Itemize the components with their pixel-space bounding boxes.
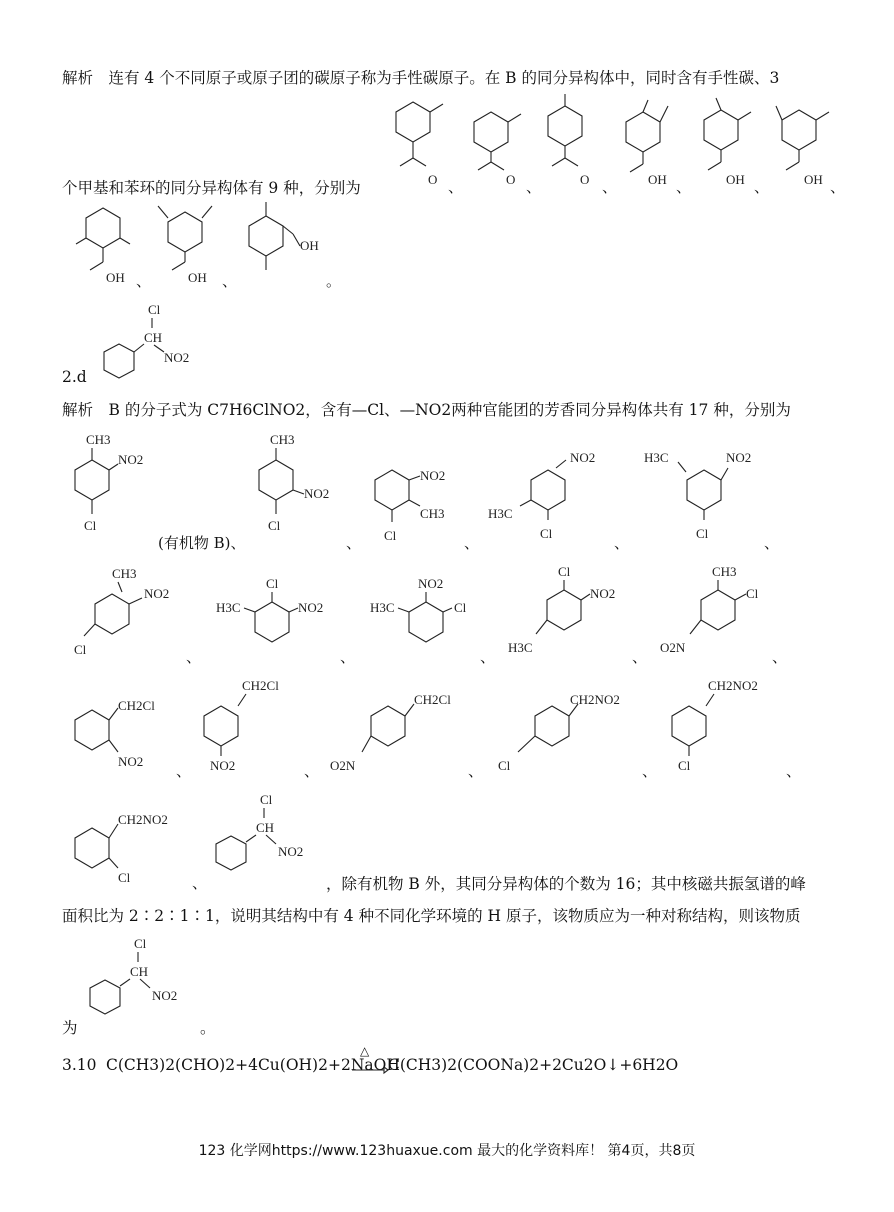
label-cl: Cl [454, 600, 467, 615]
sep: 、 [642, 762, 658, 780]
label-cl: Cl [696, 526, 709, 541]
label-cl: Cl [118, 870, 131, 885]
sep: 、 [186, 648, 202, 666]
label-cl: Cl [498, 758, 511, 773]
sep: 、 [614, 534, 630, 552]
isomer-14 [496, 690, 636, 784]
label-oh: OH [804, 172, 823, 187]
equation-right: C(CH3)2(COONa)2+2Cu2O↓+6H2O [388, 1056, 679, 1074]
isomer-alcohol-1 [618, 92, 678, 191]
label-no2: NO2 [590, 586, 616, 601]
label-oh: OH [188, 270, 207, 285]
isomer-alcohol-6 [238, 200, 328, 294]
sep: 、 [468, 762, 484, 780]
label-cl: Cl [678, 758, 691, 773]
isomer-4 [486, 448, 596, 552]
sep: 、 [830, 178, 846, 196]
isomer-alcohol-2 [696, 92, 756, 191]
isomer-2 [250, 430, 340, 544]
isomer-ether-2 [466, 92, 526, 191]
sep: 、 [448, 178, 464, 196]
sep: 、 [754, 178, 770, 196]
label-ch2cl: CH2Cl [414, 692, 451, 707]
label-cl: Cl [148, 302, 161, 317]
isomer-ether-3 [540, 92, 600, 191]
para2-line1: 解析 B 的分子式为 C7H6ClNO2，含有—Cl、—NO2两种官能团的芳香同分异构体共有 17 种，分别为 [62, 401, 791, 419]
label-h3c: H3C [488, 506, 513, 521]
isomer-13 [328, 690, 468, 784]
label-no2: NO2 [164, 350, 190, 365]
label-cl: Cl [260, 792, 273, 807]
sep: 、 [136, 272, 152, 290]
isomer-17 [214, 790, 334, 884]
label-no2: NO2 [726, 450, 752, 465]
label-o2n: O2N [330, 758, 356, 773]
isomer-ether-1 [388, 92, 448, 191]
label-cl: Cl [74, 642, 87, 657]
end: 。 [326, 272, 342, 290]
answer3-label: 3.10 [62, 1056, 97, 1074]
para1-line1: 解析 连有 4 个不同原子或原子团的碳原子称为手性碳原子。在 B 的同分异构体中，同时含有手性碳、3 [62, 69, 780, 87]
para3-line3-end: 。 [200, 1019, 216, 1037]
label-no2: NO2 [210, 758, 236, 773]
answer-structure [88, 934, 208, 1033]
isomer-10 [658, 562, 778, 666]
para3-line2: 面积比为 2∶2∶1∶1，说明其结构中有 4 种不同化学环境的 H 原子，该物质应为一种对称结构，则该物质 [62, 907, 801, 925]
label-ch: CH [256, 820, 275, 835]
label-ch2cl: CH2Cl [242, 678, 279, 693]
sep: 、 [526, 178, 542, 196]
label-ch: CH [144, 330, 163, 345]
sep: 、 [176, 762, 192, 780]
label-no2: NO2 [418, 576, 444, 591]
isomer-7 [214, 574, 334, 668]
label-ch2cl: CH2Cl [118, 698, 155, 713]
label-o2n: O2N [660, 640, 686, 655]
label-cl: Cl [84, 518, 97, 533]
label-ch: CH [130, 964, 149, 979]
isomer-5 [642, 448, 762, 552]
label-ch3: CH3 [420, 506, 445, 521]
label-no2: NO2 [144, 586, 170, 601]
label-no2: NO2 [118, 754, 144, 769]
label-oh: OH [648, 172, 667, 187]
label-no2: NO2 [420, 468, 446, 483]
label-ch2no2: CH2NO2 [708, 678, 758, 693]
label-h3c: H3C [370, 600, 395, 615]
label-o: O [580, 172, 590, 187]
label-cl: Cl [134, 936, 147, 951]
label-oh: OH [300, 238, 319, 253]
label-h3c: H3C [644, 450, 669, 465]
isomer-alcohol-5 [150, 200, 220, 294]
label-ch3: CH3 [270, 432, 295, 447]
isomer-9 [506, 562, 626, 666]
label-no2: NO2 [304, 486, 330, 501]
label-oh: OH [726, 172, 745, 187]
heat-symbol: △ [360, 1044, 370, 1058]
isomer-alcohol-4 [68, 200, 138, 294]
label-h3c: H3C [508, 640, 533, 655]
sep: 、 [346, 534, 362, 552]
answer2-label: 2.d [62, 368, 87, 386]
equation-left: C(CH3)2(CHO)2+4Cu(OH)2+2NaOH [106, 1056, 400, 1074]
isomer-12 [196, 676, 306, 780]
label-cl: Cl [746, 586, 759, 601]
label-no2: NO2 [298, 600, 324, 615]
sep: 、 [764, 534, 780, 552]
label-no2: NO2 [278, 844, 304, 859]
label-ch2no2: CH2NO2 [118, 812, 168, 827]
sep: 、 [772, 648, 788, 666]
label-o: O [506, 172, 516, 187]
label-no2: NO2 [152, 988, 178, 1003]
isomer-3 [370, 462, 460, 556]
label-oh: OH [106, 270, 125, 285]
sep: 、 [340, 648, 356, 666]
label-ch3: CH3 [86, 432, 111, 447]
para3-line1: ，除有机物 B 外，其同分异构体的个数为 16；其中核磁共振氢谱的峰 [326, 875, 806, 893]
isomer-15 [664, 676, 784, 780]
isomer-6 [72, 564, 182, 668]
label-ch3: CH3 [712, 564, 737, 579]
label-h3c: H3C [216, 600, 241, 615]
isomer-1 [70, 430, 160, 544]
label-cl: Cl [268, 518, 281, 533]
sep: 、 [222, 272, 238, 290]
page-footer: 123 化学网https://www.123huaxue.com 最大的化学资料库！ 第4页，共8页 [198, 1143, 696, 1159]
sep: 、 [602, 178, 618, 196]
label-cl: Cl [558, 564, 571, 579]
note-b: (有机物 B)、 [158, 534, 246, 552]
isomer-alcohol-3 [774, 92, 834, 191]
sep: 、 [632, 648, 648, 666]
label-cl: Cl [540, 526, 553, 541]
label-cl: Cl [266, 576, 279, 591]
sep: 、 [676, 178, 692, 196]
label-no2: NO2 [570, 450, 596, 465]
label-ch2no2: CH2NO2 [570, 692, 620, 707]
reaction-arrow [352, 1060, 388, 1079]
para3-line3-prefix: 为 [62, 1019, 78, 1037]
label-no2: NO2 [118, 452, 144, 467]
sep: 、 [304, 762, 320, 780]
sep: 、 [192, 874, 208, 892]
label-ch3: CH3 [112, 566, 137, 581]
isomer-11 [70, 690, 180, 784]
answer2-structure [104, 300, 204, 384]
label-cl: Cl [384, 528, 397, 543]
isomer-8 [368, 574, 488, 668]
sep: 、 [464, 534, 480, 552]
label-o: O [428, 172, 438, 187]
sep: 、 [480, 648, 496, 666]
para1-line2: 个甲基和苯环的同分异构体有 9 种，分别为 [62, 179, 361, 197]
isomer-16 [70, 810, 190, 894]
sep: 、 [786, 762, 802, 780]
